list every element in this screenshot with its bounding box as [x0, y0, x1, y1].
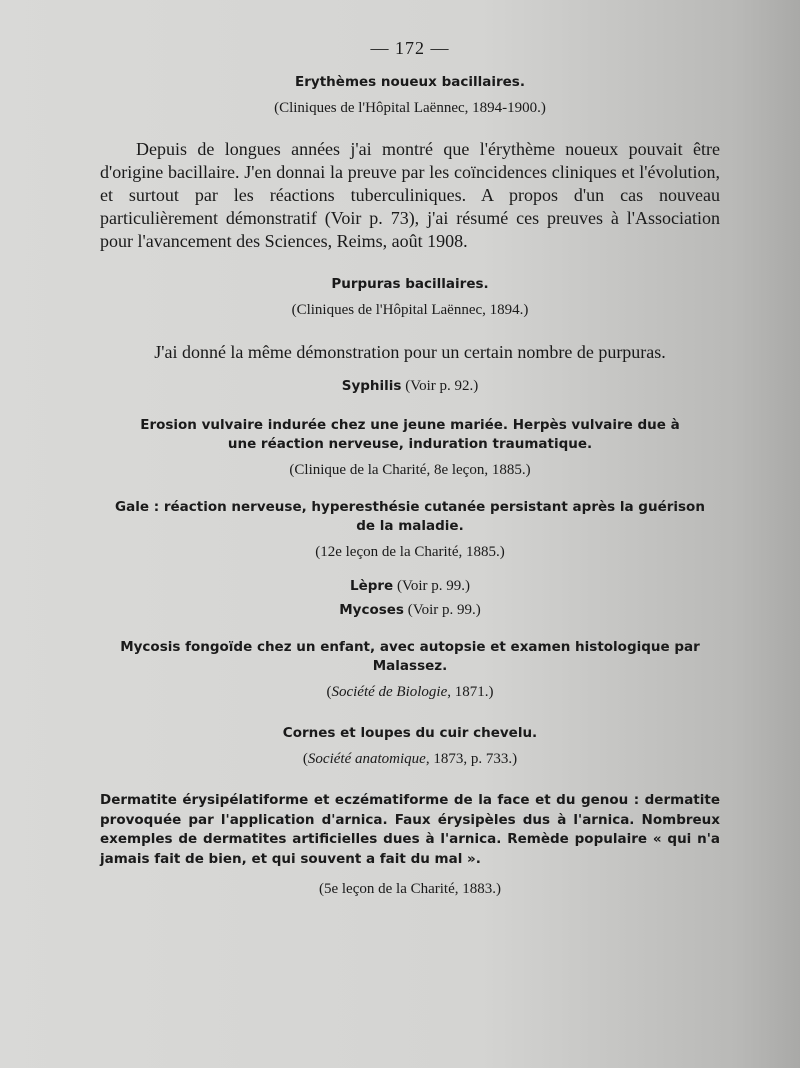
citation-journal: Société de Biologie	[331, 684, 448, 700]
reference-page: (Voir p. 99.)	[393, 578, 471, 594]
syphilis-reference	[100, 376, 720, 396]
section-citation: (5e leçon de la Charité, 1883.)	[318, 881, 501, 897]
page-number: — 172 —	[370, 38, 450, 58]
section-dermatite-arnica	[100, 791, 720, 899]
page-content	[100, 38, 720, 899]
section-paragraph: Depuis de longues années j'ai montré que l'érythème noueux pouvait être d'origine bacillaire. J'en donnai la preuve par les coïncidences cliniques et l'évolution, et surtout par les réactions tuberculiniques. A propos d'un cas nouveau particulièrement démonstratif (Voir p. 73), j'ai résumé ces preuves à l'Association pour l'avancement des Sciences, Reims, août 1908.	[100, 139, 720, 251]
reference-title: Syphilis	[341, 378, 402, 394]
section-cornes-loupes	[100, 724, 720, 769]
lepre-reference	[100, 576, 720, 596]
section-heading: Gale : réaction nerveuse, hyperesthésie cutanée persistant après la guérison de la maladie.	[115, 499, 705, 534]
section-heading: Cornes et loupes du cuir chevelu.	[282, 725, 538, 741]
section-purpuras	[100, 275, 720, 364]
citation-year: , 1873, p. 733.	[425, 751, 513, 767]
section-heading: Erythèmes noueux bacillaires.	[295, 74, 525, 90]
section-heading: Erosion vulvaire indurée chez une jeune mariée. Herpès vulvaire due à une réaction nerveuse, induration traumatique.	[140, 417, 680, 452]
mycoses-reference	[100, 600, 720, 620]
section-citation: (Cliniques de l'Hôpital Laënnec, 1894-1900.)	[274, 100, 546, 116]
section-heading: Mycosis fongoïde chez un enfant, avec autopsie et examen histologique par Malassez.	[120, 639, 700, 674]
section-mycosis-fongoide	[100, 638, 720, 702]
section-citation: (Cliniques de l'Hôpital Laënnec, 1894.)	[291, 302, 529, 318]
section-heading: Purpuras bacillaires.	[331, 276, 489, 292]
reference-page: (Voir p. 99.)	[403, 602, 481, 618]
citation-journal: Société anatomique	[307, 751, 426, 767]
section-citation: (12e leçon de la Charité, 1885.)	[315, 544, 505, 560]
section-paragraph: J'ai donné la même démonstration pour un certain nombre de purpuras.	[154, 342, 666, 362]
citation-year: , 1871.	[447, 684, 489, 700]
section-citation: (Société anatomique, 1873, p. 733.)	[302, 751, 518, 767]
section-gale	[100, 498, 720, 562]
reference-title: Lèpre	[349, 578, 394, 594]
section-erosion-vulvaire	[100, 416, 720, 480]
section-heading: Dermatite érysipélatiforme et eczématiforme de la face et du genou : dermatite provoquée par l'application d'arnica. Faux érysipèles dus à l'arnica. Nombreux exemples de dermatites artificielles dues à l'arnica. Remède populaire « qui n'a jamais fait de bien, et qui souvent a fait du mal ».	[100, 792, 720, 867]
reference-page: (Voir p. 92.)	[401, 378, 479, 394]
section-citation: (Clinique de la Charité, 8e leçon, 1885.)	[289, 462, 531, 478]
section-citation: (Société de Biologie, 1871.)	[326, 684, 494, 700]
section-erythemes	[100, 73, 720, 253]
reference-title: Mycoses	[339, 602, 404, 618]
